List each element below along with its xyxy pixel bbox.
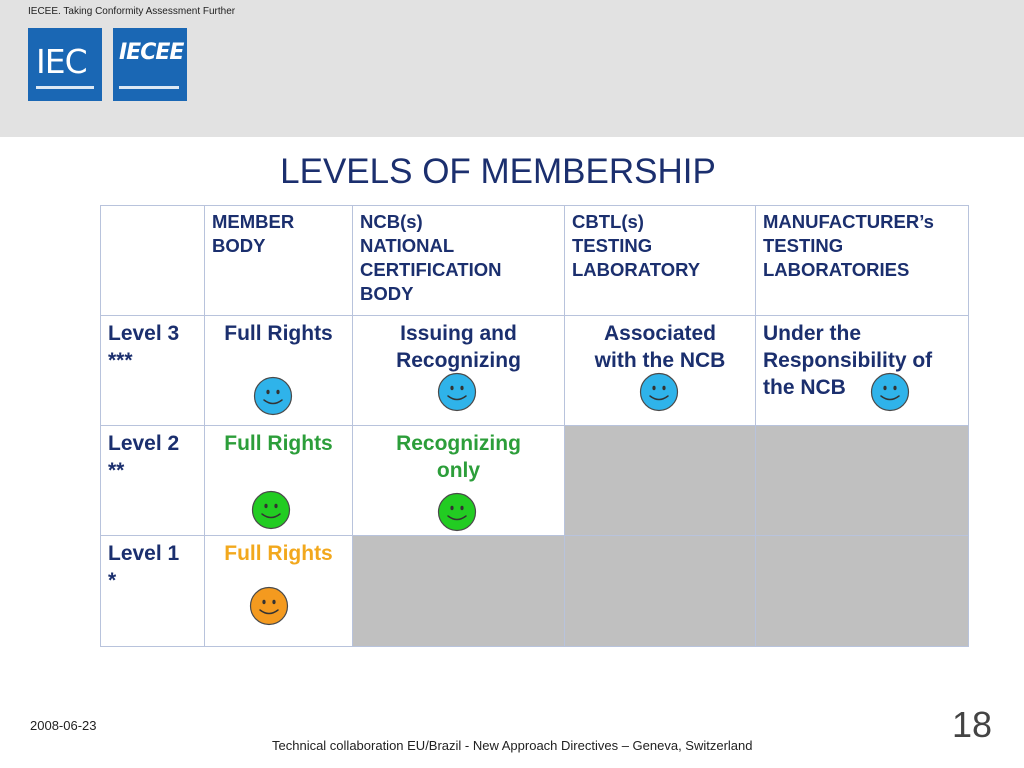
col-header-cbtl: [565, 206, 756, 316]
cell-text: Recognizing: [396, 349, 521, 372]
member-body-cell: [205, 426, 353, 536]
smiley-blue-icon: [639, 372, 679, 412]
ncb-cell: [353, 426, 565, 536]
col-header-label: BODY: [360, 283, 414, 304]
cell-text: only: [436, 459, 481, 482]
manufacturer-cell-unavailable: [756, 536, 969, 647]
smiley-green-icon: [251, 490, 291, 530]
iec-logo-stripe: [36, 86, 94, 89]
cell-text: Full Rights: [224, 542, 333, 565]
level-cell: [101, 426, 205, 536]
cell-text: Issuing and: [400, 322, 517, 345]
iec-logo: [28, 28, 102, 101]
level-label: Level 2: [108, 432, 180, 455]
level-label: Level 1: [108, 542, 180, 565]
page-number: 18: [952, 704, 993, 745]
ncb-cell-unavailable: [353, 536, 565, 647]
smiley-blue-icon: [870, 372, 910, 412]
level-stars: ***: [108, 349, 133, 372]
table-row-level-3: [101, 316, 969, 426]
col-header-label: LABORATORIES: [763, 259, 910, 280]
slide-header: [0, 0, 1024, 137]
level-cell: [101, 536, 205, 647]
col-header-label: LABORATORY: [572, 259, 701, 280]
col-header-ncb: [353, 206, 565, 316]
cell-text: the NCB: [763, 376, 846, 399]
col-header-label: CERTIFICATION: [360, 259, 502, 280]
iecee-logo-text: IECEE: [119, 40, 184, 65]
col-header-label: MEMBER: [212, 211, 295, 232]
cbtl-cell-unavailable: [565, 536, 756, 647]
col-header-manufacturer-labs: [756, 206, 969, 316]
ncb-cell: [353, 316, 565, 426]
level-cell: [101, 316, 205, 426]
cell-text: Full Rights: [224, 432, 333, 455]
member-body-cell: [205, 316, 353, 426]
cell-text: Recognizing: [396, 432, 521, 455]
footer-text: Technical collaboration EU/Brazil - New Approach Directives – Geneva, Switzerland: [272, 738, 753, 753]
table-row-level-1: [101, 536, 969, 647]
manufacturer-cell-unavailable: [756, 426, 969, 536]
smiley-green-icon: [437, 492, 477, 532]
cell-text: Associated: [603, 322, 717, 345]
col-header-member-body: [205, 206, 353, 316]
iec-logo-text: IEC: [36, 42, 87, 81]
level-label: Level 3: [108, 322, 180, 345]
member-body-cell: [205, 536, 353, 647]
col-header-label: MANUFACTURER’s: [763, 211, 934, 232]
cbtl-cell: [565, 316, 756, 426]
cell-text: with the NCB: [594, 349, 726, 372]
cell-text: Responsibility of: [763, 349, 933, 372]
header-tagline: IECEE. Taking Conformity Assessment Further: [28, 6, 236, 17]
cell-text: Under the: [763, 322, 862, 345]
membership-table: [100, 205, 969, 647]
smiley-blue-icon: [437, 372, 477, 412]
iecee-logo-stripe: [119, 86, 179, 89]
manufacturer-cell: [756, 316, 969, 426]
level-stars: **: [108, 459, 125, 482]
col-header-label: TESTING: [763, 235, 844, 256]
slide-title-text: LEVELS OF MEMBERSHIP: [280, 152, 716, 191]
slide-title: [0, 152, 1000, 192]
level-stars: *: [108, 569, 117, 592]
cbtl-cell-unavailable: [565, 426, 756, 536]
cell-text: Full Rights: [224, 322, 333, 345]
smiley-orange-icon: [249, 586, 289, 626]
col-header-label: CBTL(s): [572, 211, 644, 232]
col-header-label: NATIONAL: [360, 235, 455, 256]
footer-date: 2008-06-23: [30, 718, 97, 733]
corner-cell: [101, 206, 205, 316]
iecee-logo: [113, 28, 187, 101]
smiley-blue-icon: [253, 376, 293, 416]
col-header-label: TESTING: [572, 235, 653, 256]
col-header-label: BODY: [212, 235, 266, 256]
table-row-level-2: [101, 426, 969, 536]
col-header-label: NCB(s): [360, 211, 423, 232]
table-header-row: [101, 206, 969, 316]
